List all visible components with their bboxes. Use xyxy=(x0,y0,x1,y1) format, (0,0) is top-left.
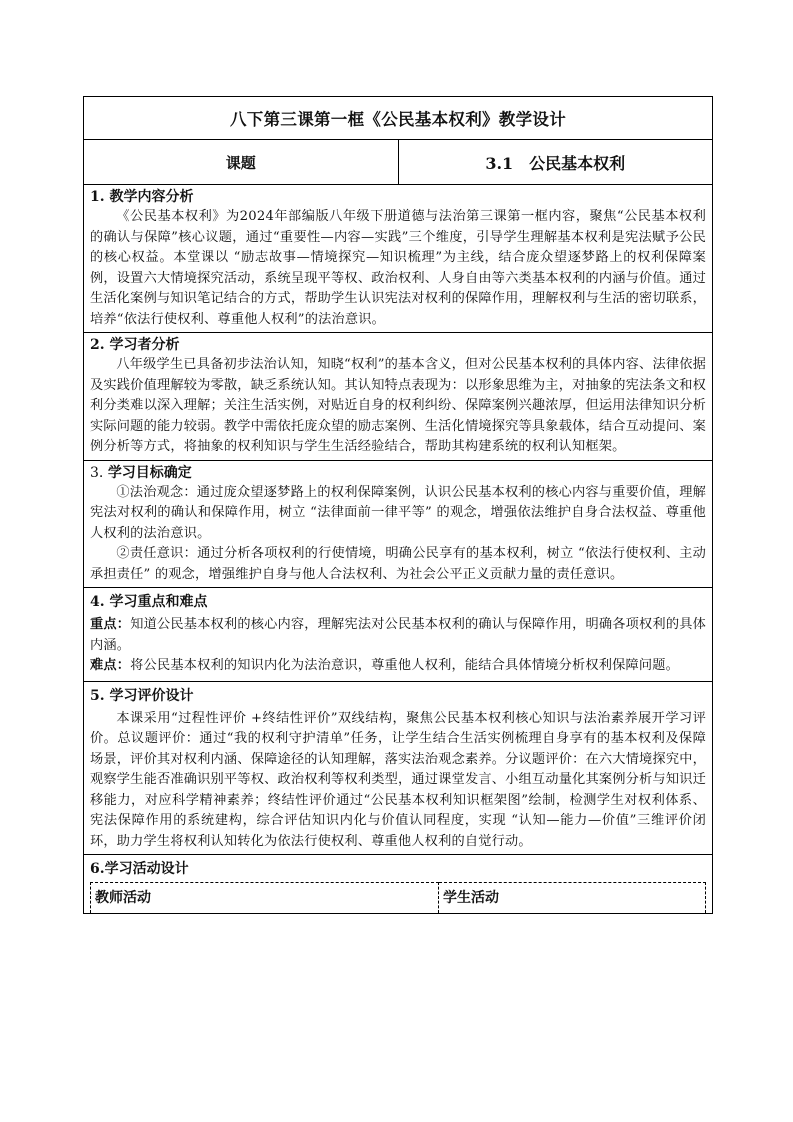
key-point xyxy=(90,615,706,656)
difficult-point-text: 将公民基本权利的知识内化为法治意识，尊重他人权利，能结合具体情境分析权利保障问题。 xyxy=(130,658,680,673)
section-heading: 5. 学习评价设计 xyxy=(90,687,194,704)
student-activity-header: 学生活动 xyxy=(439,883,706,914)
section-body: 八年级学生已具备初步法治认知，知晓“权利”的基本含义，但对公民基本权利的具体内容、法律依据及实践价值理解较为零散，缺乏系统认知。其认知特点表现为：以形象思维为主，对抽象的宪法条文和权利分类难以深入理解；关注生活实例，对贴近自身的权利纠纷、保障案例兴趣浓厚，但运用法律知识分析实际问题的能力较弱。教学中需依托庞众望的励志案例、生活化情境探究等具象载体，结合互动提问、案例分析等方式，将抽象的权利知识与学生生活经验结合，帮助其构建系统的权利认知框架。 xyxy=(90,357,706,454)
goal-law-concept: ①法治观念：通过庞众望逐梦路上的权利保障案例，认识公民基本权利的核心内容与重要价值，理解宪法对权利的确认和保障作用，树立 “法律面前一律平等” 的观念，增强依法维护自身合法权益、尊重他人权利的法治意识。 xyxy=(90,484,706,541)
lesson-plan-document xyxy=(83,96,713,914)
section-heading: 6.学习活动设计 xyxy=(90,861,189,877)
section-key-difficult-points xyxy=(84,588,713,682)
difficult-point-label: 难点： xyxy=(90,658,131,673)
difficult-point xyxy=(90,656,706,677)
topic-label: 课题 xyxy=(84,140,399,185)
lesson-plan-table xyxy=(83,96,713,914)
activity-table xyxy=(90,882,706,913)
section-evaluation-design xyxy=(84,681,713,855)
section-heading-text: 学习目标确定 xyxy=(107,464,192,481)
section-content-analysis xyxy=(84,185,713,333)
topic-value: 3.1 公民基本权利 xyxy=(398,140,713,185)
section-heading: 2. 学习者分析 xyxy=(90,337,180,353)
section-body: 本课采用“过程性评价 +终结性评价”双线结构，聚焦公民基本权利核心知识与法治素养展开学习评价。总议题评价：通过“我的权利守护清单”任务，让学生结合生活实例梳理自身享有的基本权利及保障场景，评价其对权利内涵、保障途径的认知理解，落实法治观念素养。分议题评价：在六大情境探究中，观察学生能否准确识别平等权、政治权利等权利类型，通过课堂发言、小组互动量化其案例分析与知识迁移能力，对应科学精神素养；终结性评价通过“公民基本权利知识框架图”绘制，检测学生对权利体系、宪法保障作用的系统建构，综合评估知识内化与价值认同程度，实现 “认知—能力—价值”三维评价闭环，助力学生将权利认知转化为依法行使权利、尊重他人权利的自觉行动。 xyxy=(90,710,706,849)
section-heading-number: 3. xyxy=(90,464,108,481)
goal-responsibility: ②责任意识：通过分析各项权利的行使情境，明确公民享有的基本权利，树立 “依法行使权利、主动承担责任” 的观念，增强维护自身与他人合法权利、为社会公平正义贡献力量的责任意识。 xyxy=(90,546,706,582)
section-heading xyxy=(90,463,706,483)
key-point-text: 知道公民基本权利的核心内容，理解宪法对公民基本权利的确认与保障作用，明确各项权利的具体内涵。 xyxy=(90,617,706,653)
section-heading: 1. 教学内容分析 xyxy=(90,189,194,205)
section-learner-analysis xyxy=(84,333,713,461)
teacher-activity-header: 教师活动 xyxy=(91,883,439,914)
key-point-label: 重点： xyxy=(90,617,131,632)
section-activity-design xyxy=(84,855,713,914)
document-title: 八下第三课第一框《公民基本权利》教学设计 xyxy=(84,97,713,140)
section-body: 《公民基本权利》为2024年部编版八年级下册道德与法治第三课第一框内容，聚焦“公民基本权利的确认与保障”核心议题，通过“重要性—内容—实践”三个维度，引导学生理解基本权利是宪法赋予公民的核心权益。本堂课以 “励志故事—情境探究—知识梳理”为主线，结合庞众望逐梦路上的权利保障案例，设置六大情境探究活动，系统呈现平等权、政治权利、人身自由等六类基本权利的内涵与价值。通过生活化案例与知识笔记结合的方式，帮助学生认识宪法对权利的保障作用，理解权利与生活的密切联系，培养“依法行使权利、尊重他人权利”的法治意识。 xyxy=(90,209,706,327)
section-learning-goals xyxy=(84,460,713,588)
section-heading: 4. 学习重点和难点 xyxy=(90,594,208,610)
